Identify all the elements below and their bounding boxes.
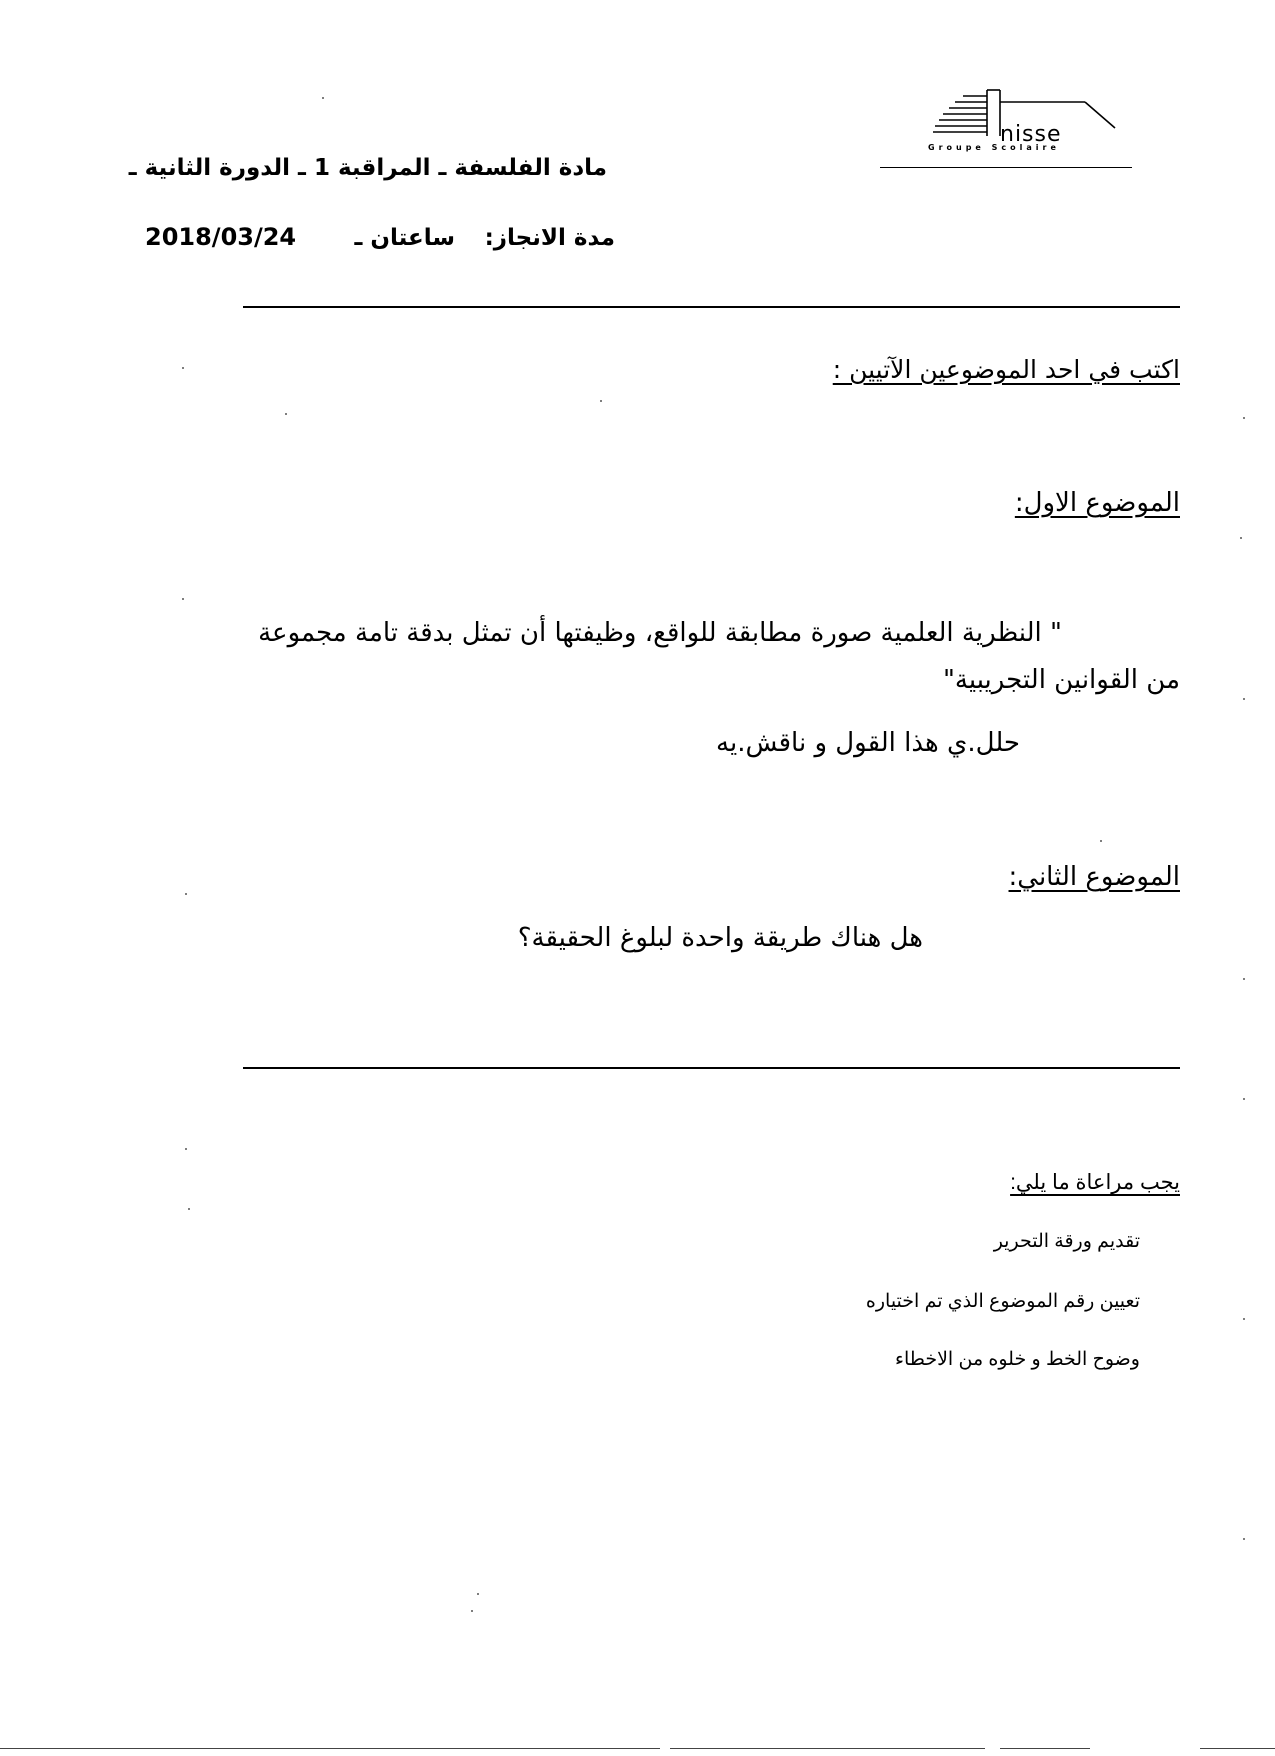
duration-label: مدة الانجاز: (484, 225, 615, 251)
exam-date: 2018/03/24 (145, 223, 297, 251)
topic1-quote-line2: من القوانين التجريبية" (942, 665, 1180, 695)
scan-speck (471, 1610, 473, 1612)
scan-speck (1243, 698, 1245, 700)
footer-divider (243, 1067, 1180, 1069)
scan-speck (285, 413, 287, 415)
topic2-title: الموضوع الثاني: (1008, 862, 1180, 892)
note-item: وضوح الخط و خلوه من الاخطاء (895, 1349, 1140, 1370)
topic1-title: الموضوع الاول: (1014, 488, 1180, 518)
scan-speck (477, 1593, 479, 1595)
logo-underline (880, 167, 1132, 168)
subject-line: مادة الفلسفة ـ المراقبة 1 ـ الدورة الثانية ـ (128, 155, 607, 181)
scan-speck (1243, 417, 1245, 419)
scan-speck (1243, 1538, 1245, 1540)
scan-speck (322, 97, 324, 99)
notes-title: يجب مراعاة ما يلي: (1010, 1171, 1180, 1194)
scan-speck (185, 1148, 187, 1150)
scan-speck (1100, 840, 1102, 842)
scan-speck (188, 1208, 190, 1210)
scan-speck (182, 367, 184, 369)
scan-edge-line (1000, 1748, 1090, 1749)
topic1-task: حلل.ي هذا القول و ناقش.يه (716, 728, 1020, 758)
scan-speck (185, 893, 187, 895)
scan-edge-line (1200, 1748, 1275, 1749)
duration-value: ساعتان ـ (354, 225, 455, 251)
instruction: اكتب في احد الموضوعين الآتيين : (832, 355, 1180, 384)
scan-speck (600, 400, 602, 402)
note-item: تعيين رقم الموضوع الذي تم اختياره (865, 1291, 1140, 1312)
scan-edge-line (670, 1748, 985, 1749)
scan-speck (1243, 1318, 1245, 1320)
logo-wordmark: nisse (1000, 122, 1062, 147)
topic1-quote-line1: " النظرية العلمية صورة مطابقة للواقع، وظيفتها أن تمثل بدقة تامة مجموعة (258, 618, 1062, 648)
scan-speck (182, 598, 184, 600)
topic2-question: هل هناك طريقة واحدة لبلوغ الحقيقة؟ (517, 923, 923, 953)
scan-speck (1243, 1098, 1245, 1100)
scan-edge-line (0, 1748, 660, 1749)
scan-speck (1243, 978, 1245, 980)
header-divider (243, 306, 1180, 308)
note-item: تقديم ورقة التحرير (993, 1231, 1140, 1252)
logo-subtitle: Groupe Scolaire (928, 143, 1060, 152)
scan-speck (1240, 537, 1242, 539)
